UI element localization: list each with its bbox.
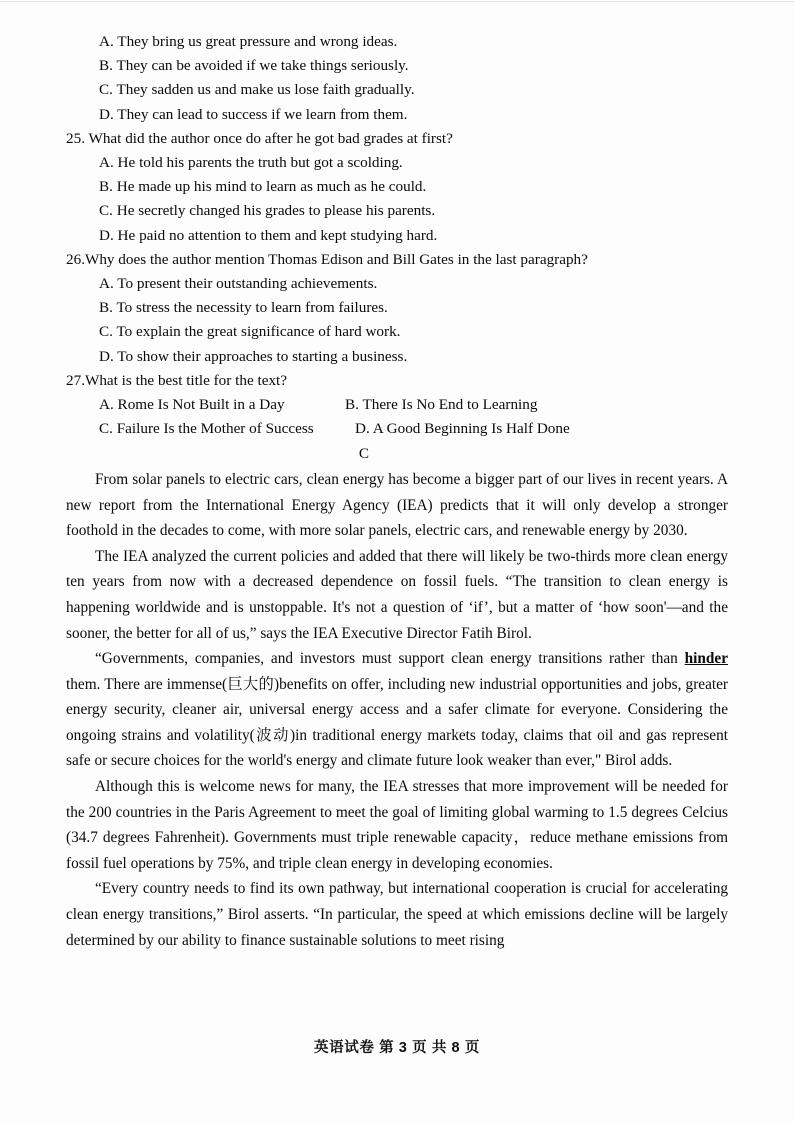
paragraph-text-before-term: “Governments, companies, and investors must support clean energy transitions rather than — [95, 650, 685, 668]
question-block-q25 — [66, 127, 728, 248]
passage-paragraph-4: Although this is welcome news for many, the IEA stresses that more improvement will be needed for the 200 countries in the Paris Agreement to meet the goal of limiting global warming to 1.5 degrees Celcius (34.7 degrees Fahrenheit). Governments must triple renewable capacity，reduce methane emissions from fossil fuel operations by 75%, and triple clean energy in developing economies. — [66, 778, 728, 872]
option-item: A. He told his parents the truth but got a scolding. — [99, 154, 403, 172]
passage-paragraph-2: The IEA analyzed the current policies and added that there will likely be two-thirds more clean energy ten years from now with a decreased dependence on fossil fuels. “The transition to clean energy is happening worldwide and is unstoppable. It's not a question of ‘if’, but a matter of ‘how soon'—and the sooner, the better for all of us,” says the IEA Executive Director Fatih Birol. — [66, 547, 728, 642]
page-top-edge — [0, 1, 794, 2]
passage-paragraph-5: “Every country needs to find its own pathway, but international cooperation is crucial for accelerating clean energy transitions,” Birol asserts. “In particular, the speed at which emissions decline will be largely determined by our ability to finance sustainable solutions to meet rising — [66, 880, 728, 949]
option-item: C. To explain the great significance of hard work. — [99, 323, 401, 341]
question-stem: 26.Why does the author mention Thomas Edison and Bill Gates in the last paragraph? — [66, 250, 588, 268]
option-item: D. A Good Beginning Is Half Done — [355, 420, 570, 438]
option-item: A. Rome Is Not Built in a Day — [99, 396, 285, 414]
question-block-q24 — [66, 30, 728, 127]
page-content — [66, 30, 728, 953]
option-item: C. He secretly changed his grades to please his parents. — [99, 202, 436, 220]
option-item: D. To show their approaches to starting a business. — [99, 347, 408, 365]
option-item: D. They can lead to success if we learn from them. — [99, 105, 408, 123]
option-item: B. To stress the necessity to learn from failures. — [99, 299, 388, 317]
option-row — [66, 417, 728, 441]
option-item: A. They bring us great pressure and wrong ideas. — [99, 33, 398, 50]
question-block-q26 — [66, 248, 728, 369]
paragraph-text-after-term: them. There are immense(巨大的)benefits on offer, including new industrial opportunities and jobs, greater energy security, cleaner air, universal energy access and a safer climate for everyone. Considering the ongoing strains and volatility(波动)in traditional energy markets today, claims that oil and gas represent safe or secure choices for the world's energy and climate future look weaker than ever," Birol adds. — [66, 675, 728, 770]
option-item: D. He paid no attention to them and kept studying hard. — [99, 226, 438, 244]
option-item: B. There Is No End to Learning — [345, 396, 538, 414]
glossed-term-hinder: hinder — [684, 650, 728, 668]
question-stem: 27.What is the best title for the text? — [66, 371, 287, 389]
page-footer: 英语试卷 第 3 页 共 8 页 — [314, 1040, 480, 1056]
question-stem: 25. What did the author once do after he got bad grades at first? — [66, 129, 453, 147]
option-item: C. They sadden us and make us lose faith gradually. — [99, 81, 415, 99]
option-item: A. To present their outstanding achievements. — [99, 275, 378, 293]
passage-paragraph-1: From solar panels to electric cars, clean energy has become a bigger part of our lives in recent years. A new report from the International Energy Agency (IEA) predicts that it will only develop a stronger foothold in the decades to come, with more solar panels, electric cars, and renewable energy by 2030. — [66, 470, 728, 540]
passage-label: C — [358, 445, 370, 463]
question-block-q27 — [66, 369, 728, 442]
passage-paragraph-3 — [66, 646, 728, 774]
option-row — [66, 393, 728, 417]
option-item: C. Failure Is the Mother of Success — [99, 420, 314, 438]
option-item: B. They can be avoided if we take things seriously. — [99, 57, 409, 75]
option-item: B. He made up his mind to learn as much as he could. — [99, 178, 427, 196]
passage-c — [66, 441, 728, 953]
